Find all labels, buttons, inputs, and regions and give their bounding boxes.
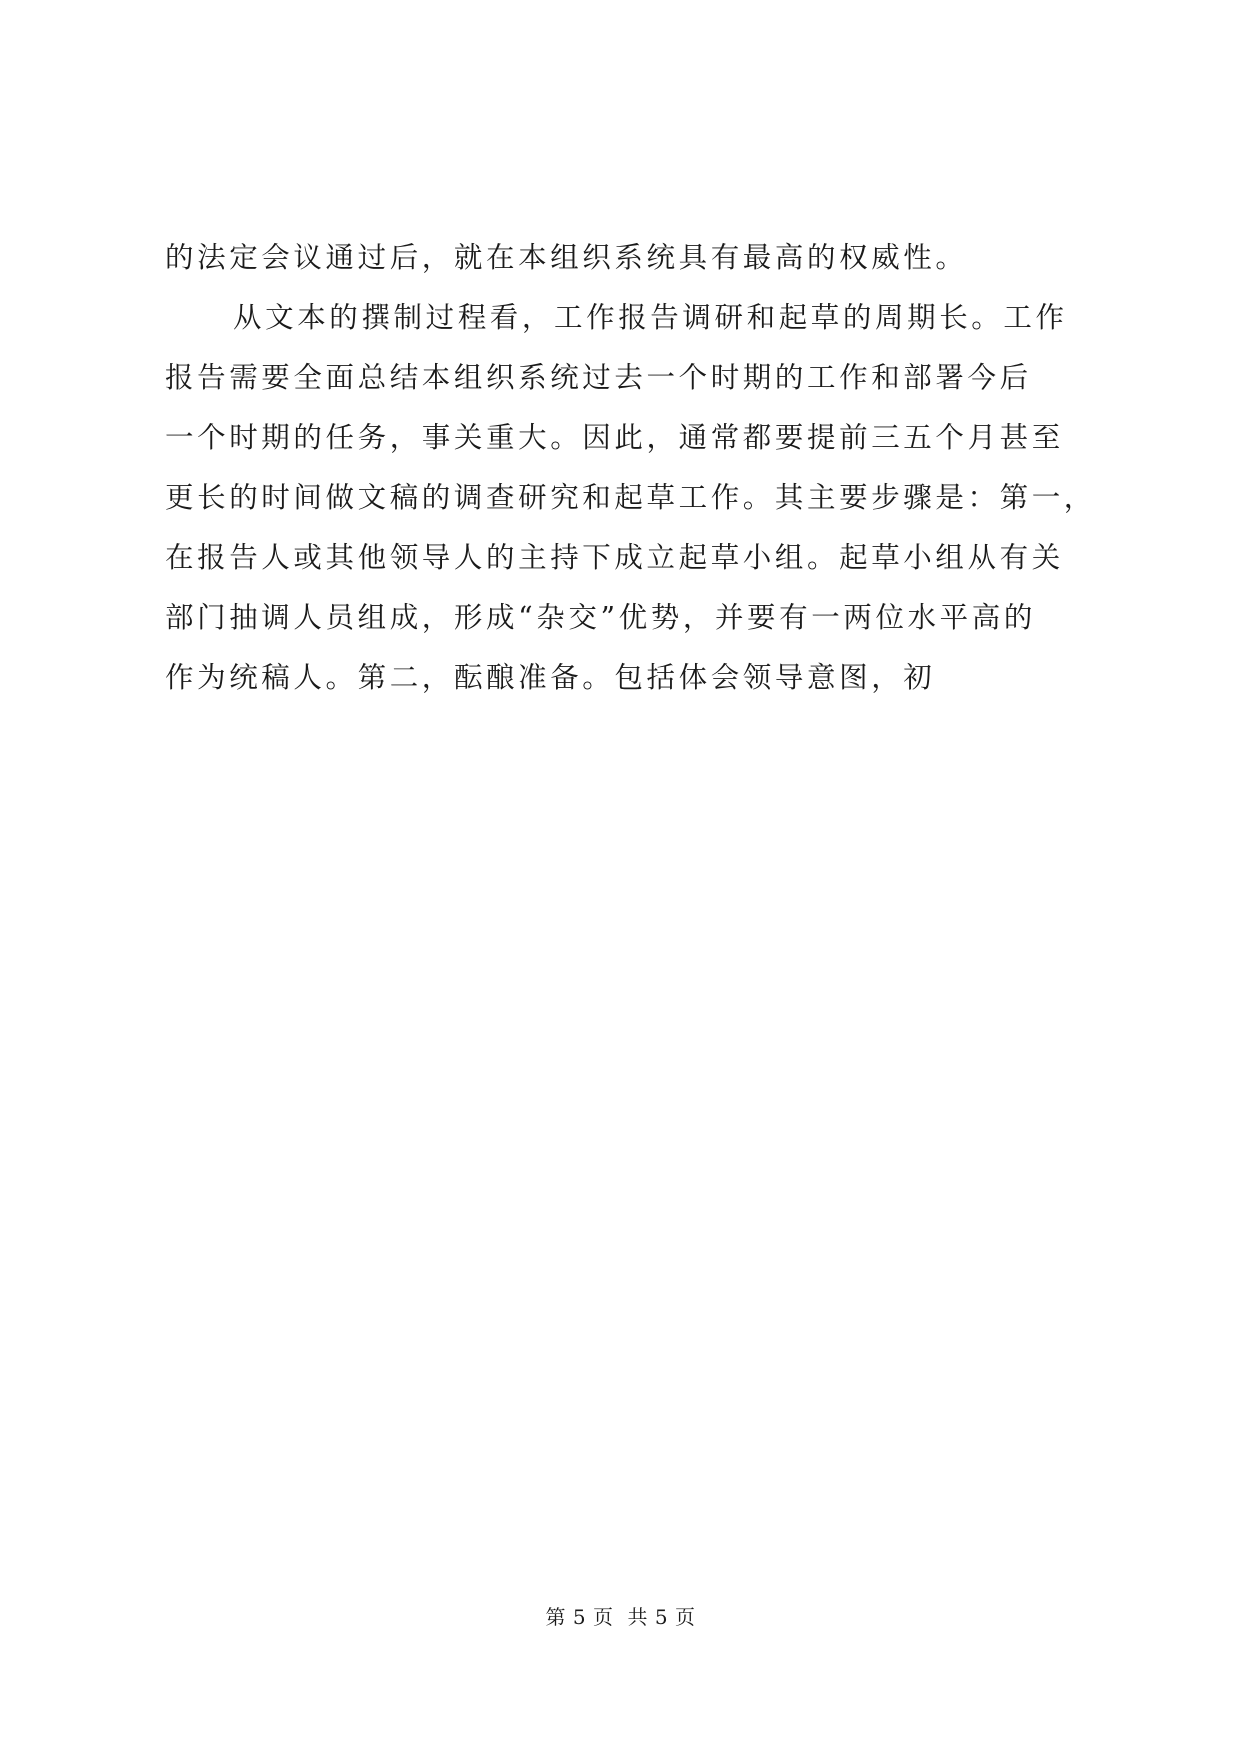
document-body [165,228,1096,708]
text-line: 报告需要全面总结本组织系统过去一个时期的工作和部署今后 [165,361,1032,394]
text-line: 作为统稿人。第二，酝酿准备。包括体会领导意图，初 [165,661,936,694]
text-line: 更长的时间做文稿的调查研究和起草工作。其主要步骤是：第一， [165,481,1096,514]
page-number: 第 5 页 [545,1605,614,1629]
text-line: 的法定会议通过后，就在本组织系统具有最高的权威性。 [165,241,968,274]
text-line: 在报告人或其他领导人的主持下成立起草小组。起草小组从有关 [165,541,1064,574]
paragraph-first-line: 从文本的撰制过程看，工作报告调研和起草的周期长。工作 [233,301,1068,334]
page-total: 共 5 页 [627,1605,696,1629]
page-footer [0,1602,1241,1632]
text-line: 部门抽调人员组成，形成“杂交”优势，并要有一两位水平高的 [165,601,1036,634]
text-line: 一个时期的任务，事关重大。因此，通常都要提前三五个月甚至 [165,421,1064,454]
